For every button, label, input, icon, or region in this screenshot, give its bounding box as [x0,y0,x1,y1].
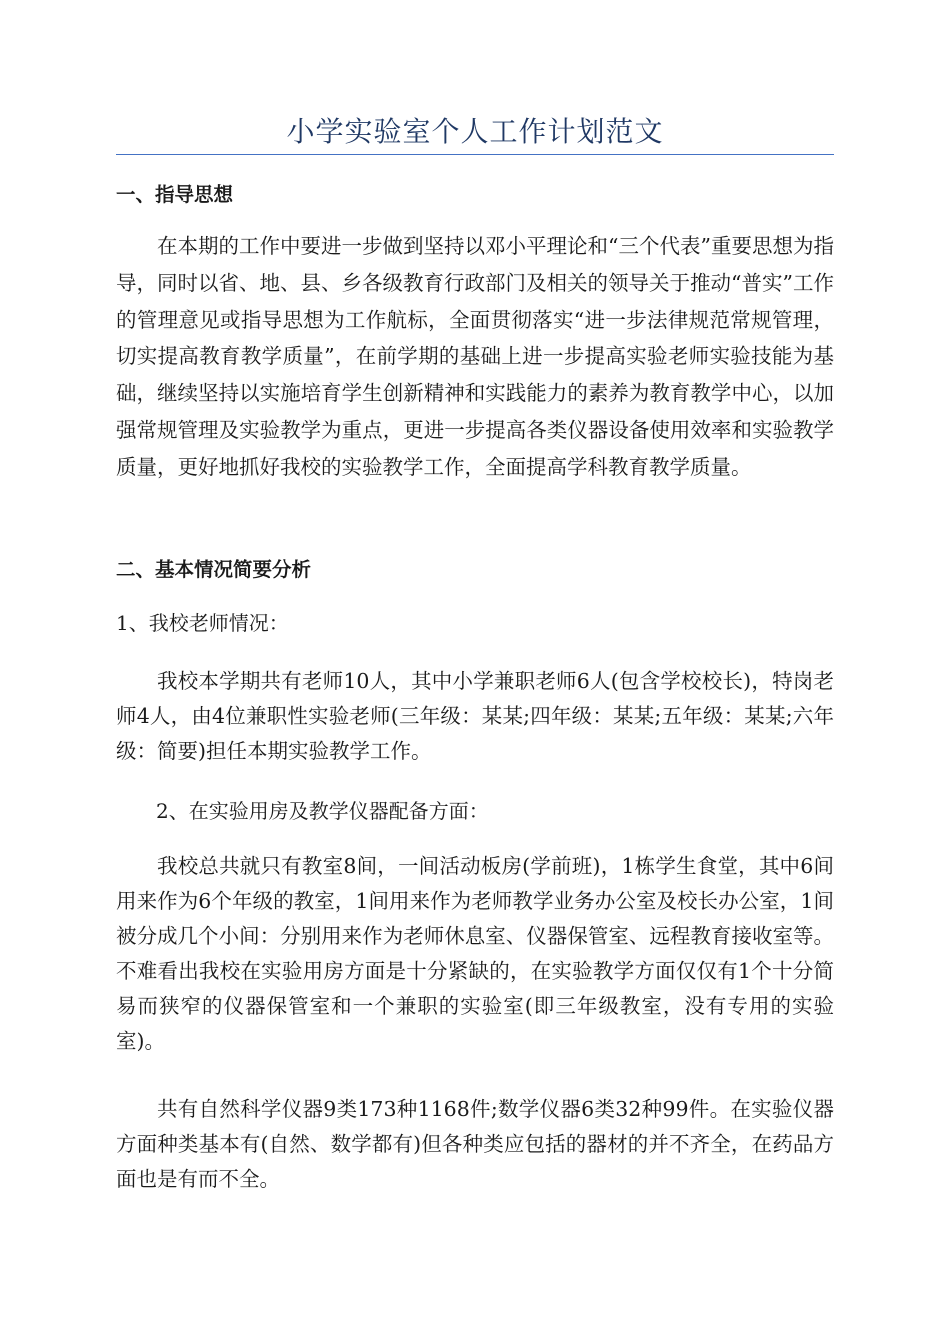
paragraph-facilities-rooms: 我校总共就只有教室8间，一间活动板房(学前班)，1栋学生食堂，其中6间用来作为6个年级的教室，1间用来作为老师教学业务办公室及校长办公室，1间被分成几个小间：分别用来作为老师休息室、仪器保管室、远程教育接收室等。不难看出我校在实验用房方面是十分紧缺的，在实验教学方面仅仅有1个十分简易而狭窄的仪器保管室和一个兼职的实验室(即三年级教室，没有专用的实验室)。 [116,854,834,1053]
paragraph-facilities-instruments: 共有自然科学仪器9类173种1168件;数学仪器6类32种99件。在实验仪器方面种类基本有(自然、数学都有)但各种类应包括的器材的并不齐全，在药品方面也是有而不全。 [116,1097,834,1191]
subheading-teachers: 1、我校老师情况： [116,611,289,635]
paragraph-teachers: 我校本学期共有老师10人，其中小学兼职老师6人(包含学校校长)，特岗老师4人，由4位兼职性实验老师(三年级：某某;四年级：某某;五年级：某某;六年级：简要)担任本期实验教学工作。 [116,669,834,763]
document-page [116,0,834,1344]
paragraph-guiding-ideology: 在本期的工作中要进一步做到坚持以邓小平理论和“三个代表”重要思想为指导，同时以省、地、县、乡各级教育行政部门及相关的领导关于推动“普实”工作的管理意见或指导思想为工作航标，全面贯彻落实“进一步法律规范常规管理，切实提高教育教学质量”，在前学期的基础上进一步提高实验老师实验技能为基础，继续坚持以实施培育学生创新精神和实践能力的素养为教育教学中心，以加强常规管理及实验教学为重点，更进一步提高各类仪器设备使用效率和实验教学质量，更好地抓好我校的实验教学工作，全面提高学科教育教学质量。 [116,234,834,479]
subheading-facilities: 2、在实验用房及教学仪器配备方面： [156,799,489,823]
title-underline [116,154,834,155]
document-title: 小学实验室个人工作计划范文 [286,115,664,148]
section-heading-basic-analysis: 二、基本情况简要分析 [116,558,312,581]
section-heading-guiding-ideology: 一、指导思想 [116,183,234,206]
